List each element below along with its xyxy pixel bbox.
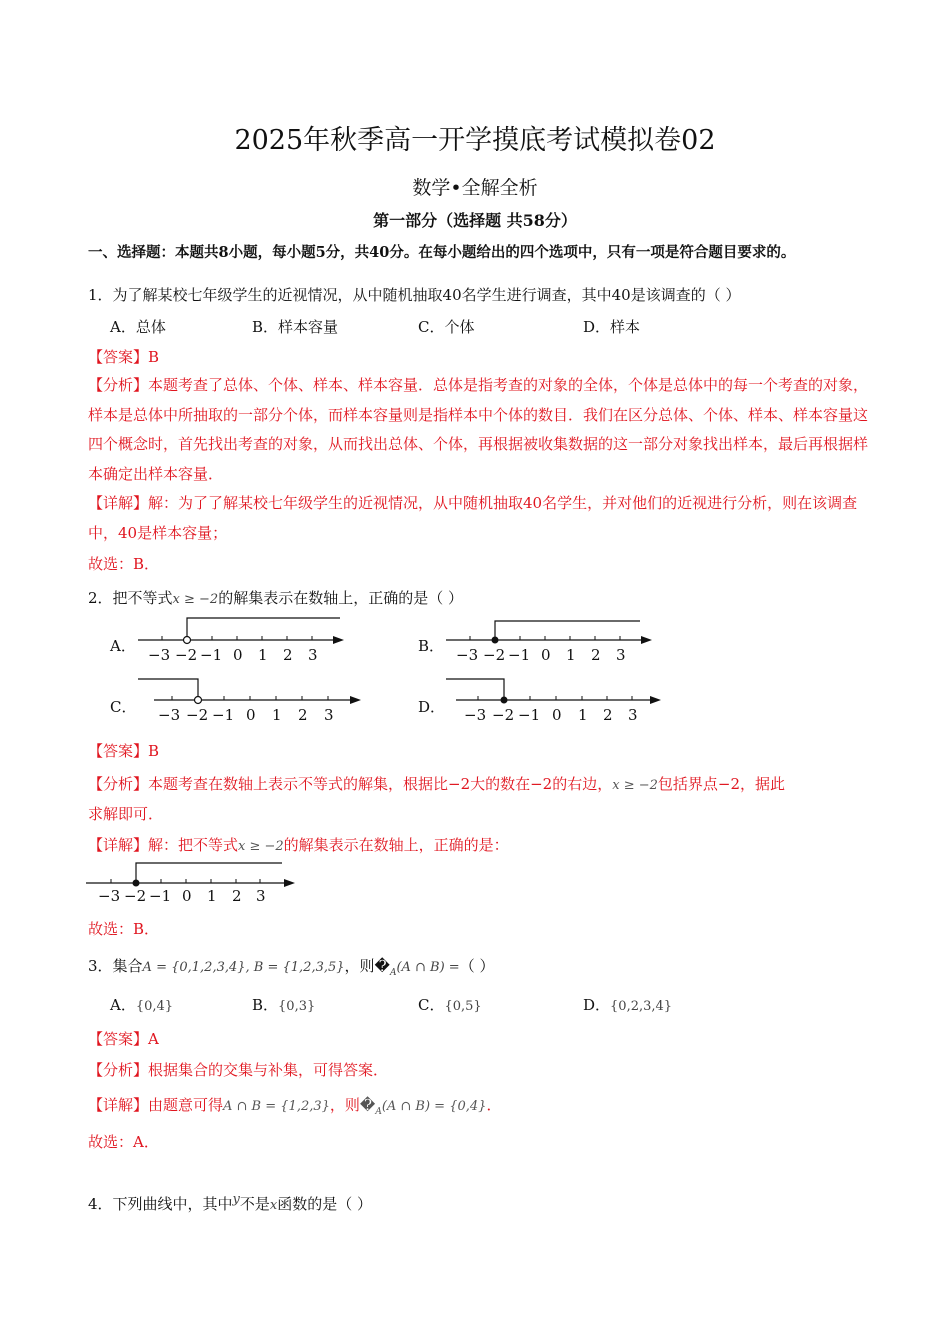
tick-label: 0 bbox=[552, 706, 562, 724]
tick-label: 0 bbox=[233, 646, 243, 664]
q3-stem-math2: (A ∩ B) = bbox=[396, 960, 460, 975]
tick-label: 3 bbox=[324, 706, 334, 724]
q4-stem-y: y bbox=[232, 1192, 240, 1207]
q2-option-c-number-line bbox=[134, 672, 374, 727]
tick-label: 2 bbox=[591, 646, 601, 664]
axis-arrow bbox=[641, 636, 652, 644]
tick-label: 0 bbox=[541, 646, 551, 664]
tick-label: −1 bbox=[508, 646, 531, 664]
q2-option-b-number-line bbox=[440, 612, 670, 667]
q4-stem-text-c: 函数的是（ ） bbox=[277, 1195, 373, 1213]
tick-label: 0 bbox=[182, 887, 192, 905]
tick-label: −3 bbox=[456, 646, 479, 664]
axis-arrow bbox=[350, 696, 361, 704]
q1-answer: 【答案】B bbox=[88, 348, 160, 366]
tick-label: 3 bbox=[308, 646, 318, 664]
q2-analysis-line2: 求解即可． bbox=[88, 805, 164, 823]
q3-option-a bbox=[110, 994, 173, 1015]
option-value: {0,2,3,4} bbox=[610, 999, 673, 1014]
q3-answer: 【答案】A bbox=[88, 1030, 159, 1048]
q2-option-a-label: A． bbox=[110, 637, 136, 655]
q2-detail-text-b: 的解集表示在数轴上，正确的是： bbox=[283, 836, 509, 854]
q2-analysis-math: x ≥ −2 bbox=[612, 778, 658, 793]
tick-labels bbox=[158, 706, 334, 724]
q3-detail-math2: (A ∩ B) = {0,4} bbox=[381, 1099, 487, 1114]
q1-option-d: D．样本 bbox=[583, 318, 641, 336]
q3-detail bbox=[88, 1094, 501, 1117]
q2-option-b-label: B． bbox=[418, 637, 445, 655]
q1-option-c: C．个体 bbox=[418, 318, 475, 336]
q2-detail bbox=[88, 834, 509, 855]
tick-label: −2 bbox=[124, 887, 147, 905]
option-value: {0,3} bbox=[278, 999, 316, 1014]
tick-label: −1 bbox=[149, 887, 172, 905]
q4-stem-x: x bbox=[269, 1198, 278, 1213]
closed-endpoint bbox=[501, 697, 508, 704]
tick-label: −1 bbox=[200, 646, 223, 664]
q1-conclusion: 故选：B． bbox=[88, 555, 160, 573]
q3-detail-complement-subscript: A bbox=[375, 1107, 382, 1117]
tick-label: 0 bbox=[246, 706, 256, 724]
open-endpoint bbox=[195, 697, 202, 704]
q3-stem-text-c: （ ） bbox=[459, 957, 495, 975]
part-heading: 第一部分（选择题 共58分） bbox=[373, 211, 577, 230]
axis-arrow bbox=[650, 696, 661, 704]
q3-option-c bbox=[418, 994, 482, 1015]
q1-detail: 【详解】解：为了了解某校七年级学生的近视情况，从中随机抽取40名学生，并对他们的近视进行分析，则在该调查中，40是样本容量； bbox=[88, 494, 858, 542]
q3-stem-text-b: ，则 bbox=[344, 957, 375, 975]
q1-option-a: A．总体 bbox=[110, 318, 166, 336]
q2-option-d-number-line bbox=[442, 672, 682, 727]
option-value: {0,4} bbox=[135, 999, 174, 1014]
tick-label: −3 bbox=[98, 887, 121, 905]
q3-detail-text-b: ，则 bbox=[329, 1096, 360, 1114]
q1-analysis: 【分析】本题考查了总体、个体、样本、样本容量．总体是指考查的对象的全体，个体是总体中的每一个考查的对象，样本是总体中所抽取的一部分个体，而样本容量则是指样本中个体的数目．我们在区分总体、个体、样本、样本容量这四个概念时，首先找出考查的对象，从而找出总体、个体，再根据被收集数据的这一部分对象找出样本，最后再根据样本确定出样本容量． bbox=[88, 376, 869, 483]
q3-stem-text-a: 3．集合 bbox=[88, 957, 143, 975]
q3-conclusion: 故选：A． bbox=[88, 1133, 159, 1151]
q2-stem-text-a: 2．把不等式 bbox=[88, 589, 173, 607]
tick-label: −2 bbox=[175, 646, 198, 664]
q1-stem: 1．为了解某校七年级学生的近视情况，从中随机抽取40名学生进行调查，其中40是该调查的（ ） bbox=[88, 286, 741, 304]
axis-arrow bbox=[333, 636, 344, 644]
q1-option-b: B．样本容量 bbox=[252, 318, 339, 336]
tick-labels bbox=[148, 646, 318, 664]
q2-option-c-label: C． bbox=[110, 698, 137, 716]
q2-detail-number-line bbox=[84, 856, 304, 906]
tick-label: 1 bbox=[258, 646, 268, 664]
q2-detail-text-a: 【详解】解：把不等式 bbox=[88, 836, 239, 854]
q3-complement-symbol: � bbox=[374, 957, 390, 975]
q3-detail-complement-symbol: � bbox=[359, 1096, 376, 1114]
tick-label: 3 bbox=[628, 706, 638, 724]
tick-label: 2 bbox=[283, 646, 293, 664]
tick-label: −2 bbox=[186, 706, 209, 724]
q2-stem-text-b: 的解集表示在数轴上，正确的是（ ） bbox=[218, 589, 463, 607]
q3-option-b bbox=[252, 994, 315, 1015]
q4-stem-text-b: 不是 bbox=[239, 1195, 270, 1213]
q2-analysis-text-b: 包括界点−2，据此 bbox=[657, 775, 786, 793]
q2-stem-math: x ≥ −2 bbox=[172, 592, 219, 607]
axis-arrow bbox=[284, 879, 295, 887]
tick-label: −1 bbox=[518, 706, 541, 724]
tick-label: 3 bbox=[256, 887, 266, 905]
section-instructions: 一、选择题：本题共8小题，每小题5分，共40分。在每小题给出的四个选项中，只有一项是符合题目要求的。 bbox=[88, 244, 796, 261]
tick-label: 1 bbox=[566, 646, 576, 664]
q2-answer: 【答案】B bbox=[88, 742, 160, 760]
tick-label: 1 bbox=[272, 706, 282, 724]
q3-stem-math: A = {0,1,2,3,4}, B = {1,2,3,5} bbox=[142, 960, 345, 975]
closed-endpoint bbox=[133, 880, 140, 887]
q3-option-d bbox=[583, 994, 672, 1015]
q3-detail-math: A ∩ B = {1,2,3} bbox=[223, 1099, 330, 1114]
document-title: 2025年秋季高一开学摸底考试模拟卷02 bbox=[234, 125, 716, 156]
tick-label: 2 bbox=[232, 887, 242, 905]
tick-labels bbox=[98, 887, 266, 905]
open-endpoint bbox=[184, 637, 191, 644]
solution-bracket bbox=[138, 679, 198, 700]
q4-stem bbox=[88, 1192, 372, 1214]
q2-detail-math: x ≥ −2 bbox=[238, 839, 284, 854]
q3-complement-subscript: A bbox=[389, 968, 397, 978]
q3-detail-text-c: ． bbox=[486, 1096, 502, 1114]
option-letter: B． bbox=[252, 996, 279, 1014]
q2-conclusion: 故选：B． bbox=[88, 920, 160, 938]
tick-label: −3 bbox=[464, 706, 487, 724]
q4-stem-text-a: 4．下列曲线中，其中 bbox=[88, 1195, 233, 1213]
tick-label: 2 bbox=[298, 706, 308, 724]
solution-bracket bbox=[446, 679, 504, 700]
tick-labels bbox=[456, 646, 626, 664]
q3-detail-text-a: 【详解】由题意可得 bbox=[88, 1096, 224, 1114]
tick-label: 2 bbox=[603, 706, 613, 724]
closed-endpoint bbox=[492, 637, 499, 644]
solution-bracket bbox=[495, 621, 640, 640]
tick-label: −3 bbox=[158, 706, 181, 724]
tick-label: −3 bbox=[148, 646, 171, 664]
tick-label: 3 bbox=[616, 646, 626, 664]
q2-option-d-label: D． bbox=[418, 698, 446, 716]
document-subtitle: 数学•全解全析 bbox=[412, 177, 538, 199]
tick-label: −1 bbox=[212, 706, 235, 724]
tick-labels bbox=[464, 706, 638, 724]
option-value: {0,5} bbox=[444, 999, 482, 1014]
option-letter: A． bbox=[110, 996, 136, 1014]
option-letter: C． bbox=[418, 996, 445, 1014]
q2-analysis-text-a: 【分析】本题考查在数轴上表示不等式的解集，根据比−2大的数在−2的右边， bbox=[88, 775, 613, 793]
tick-label: −2 bbox=[492, 706, 515, 724]
solution-bracket bbox=[187, 618, 340, 640]
q2-stem bbox=[88, 587, 463, 608]
q3-analysis: 【分析】根据集合的交集与补集，可得答案． bbox=[88, 1061, 389, 1079]
tick-label: 1 bbox=[207, 887, 217, 905]
q2-option-a-number-line bbox=[130, 612, 360, 667]
q3-stem bbox=[88, 955, 495, 978]
tick-label: −2 bbox=[483, 646, 506, 664]
option-letter: D． bbox=[583, 996, 611, 1014]
q2-analysis-line1 bbox=[88, 773, 785, 794]
tick-label: 1 bbox=[578, 706, 588, 724]
